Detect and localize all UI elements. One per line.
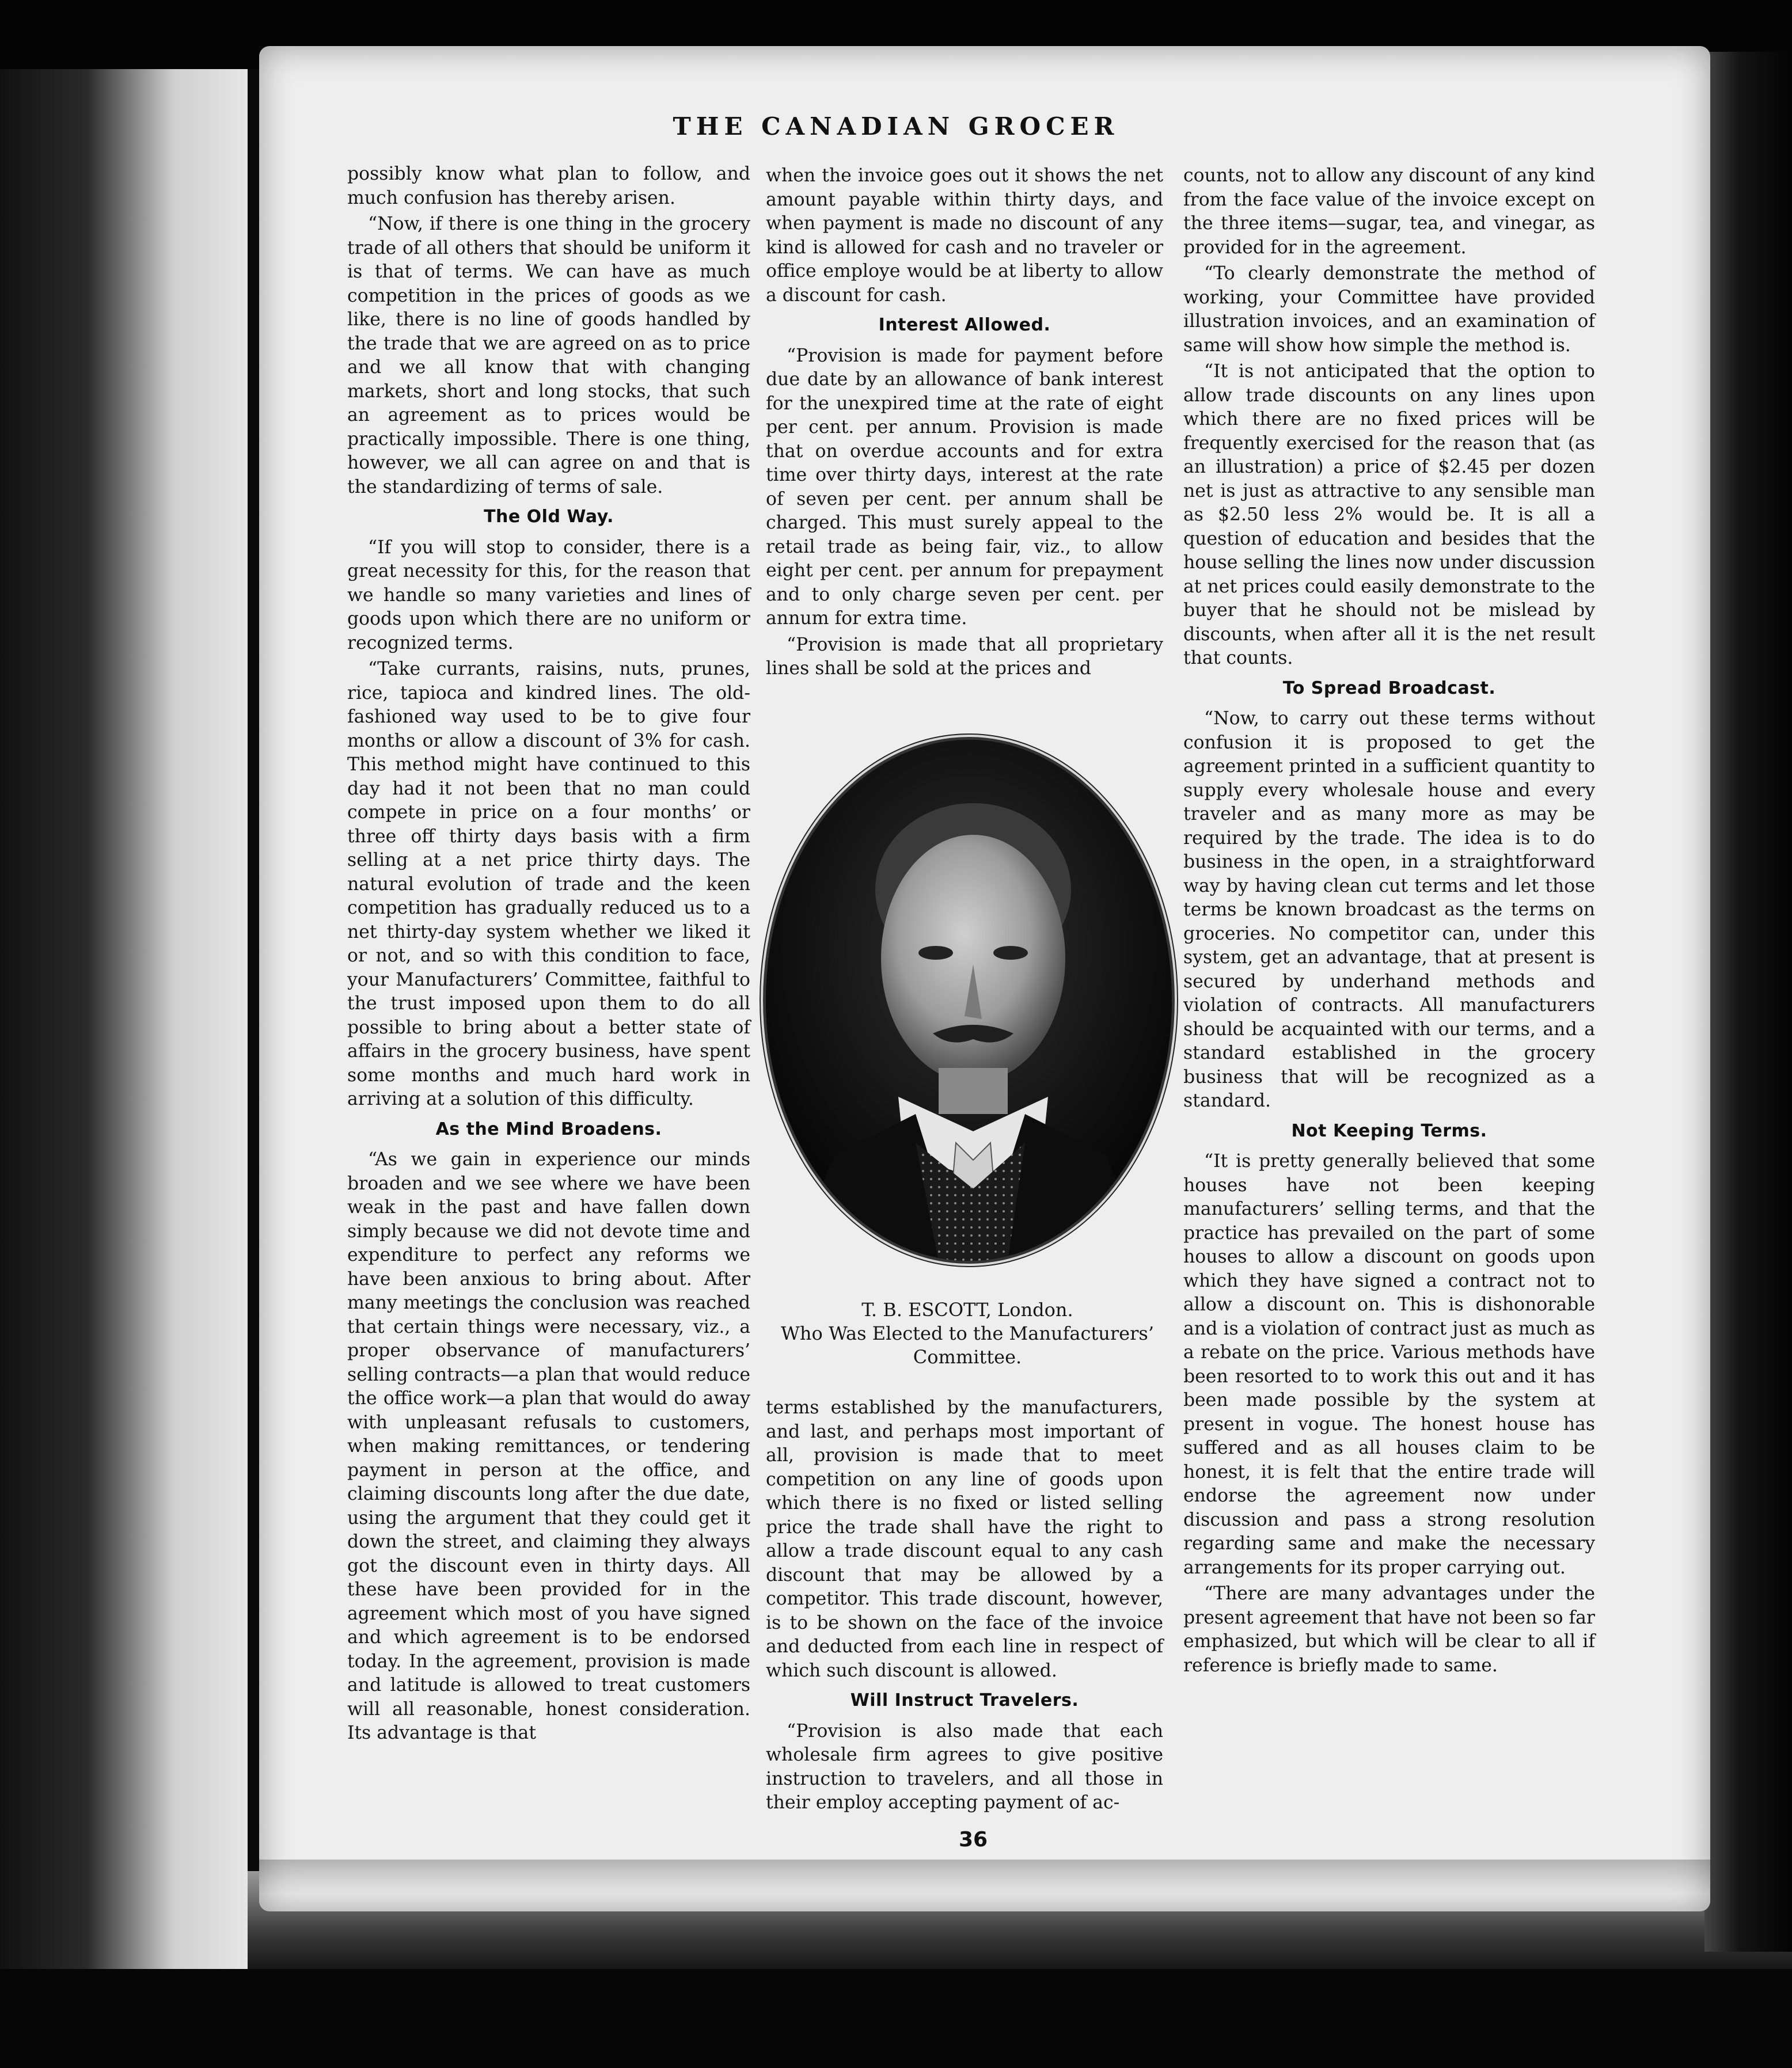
paragraph: possibly know what plan to follow, and much confusion has thereby arisen.: [347, 164, 750, 208]
paragraph: when the invoice goes out it shows the net amount payable within thirty days, and when payment is made no discount of any kind is allowed for cash and no traveler or office employe would be at liberty to allow a discount for cash.: [766, 165, 1163, 306]
subheading-old-way: The Old Way.: [484, 507, 614, 527]
paragraph: “To clearly demonstrate the method of working, your Committee have provided illustration invoices, and an examination of same will show how simple the method is.: [1183, 263, 1595, 356]
portrait-caption: [749, 1298, 1186, 1369]
scan-left-margin: [0, 69, 248, 1969]
paragraph: “It is not anticipated that the option to allow trade discounts on any lines upon which there are no fixed prices will be frequently exercised for the reason that (as an illustration) a price of $2.45 per dozen net is just as attractive to any sensible man as $2.50 less 2% would be. It is all a question of education and besides that the house selling the lines now under discussion at net prices could easily demonstrate to the buyer that he should not be mislead by discounts, when after all it is the net result that counts.: [1183, 361, 1595, 668]
paragraph: “Provision is also made that each wholesale firm agrees to give positive instruction to travelers, and all those in their employ accepting payment of ac-: [766, 1720, 1163, 1813]
paragraph: “There are many advantages under the present agreement that have not been so far emphasized, but which will be clear to all if reference is briefly made to same.: [1183, 1583, 1595, 1676]
paragraph: “Now, if there is one thing in the grocery trade of all others that should be uniform it is that of terms. We can have as much competition in the prices of goods as we like, there is no line of goods handled by the trade that we are agreed on as to price and we all know that with changing markets, short and long stocks, that such an agreement as to prices would be practically impossible. There is one thing, however, we all can agree on and that is the standardizing of terms of sale.: [347, 214, 750, 497]
paragraph: “Provision is made for payment before due date by an allowance of bank interest for the unexpired time at the rate of eight per cent. per annum. Provision is made that on overdue accounts and for extra time over thirty days, interest at the rate of seven per cent. per annum shall be charged. This must surely appeal to the retail trade as being fair, viz., to allow eight per cent. per annum for prepayment and to only charge seven per cent. per annum for extra time.: [766, 345, 1163, 629]
caption-name: T. B. ESCOTT, London.: [861, 1299, 1073, 1321]
article-column-2-bottom: [766, 1396, 1163, 1818]
article-column-1: [347, 162, 750, 1748]
running-head: THE CANADIAN GROCER: [673, 112, 1119, 140]
caption-description: Who Was Elected to the Manufacturers’ Committee.: [781, 1322, 1154, 1368]
article-column-3: [1183, 164, 1595, 1680]
page-bottom-shadow: [259, 1860, 1710, 1894]
portrait-illustration: [766, 740, 1172, 1261]
paragraph: “Provision is made that all proprietary lines shall be sold at the prices and: [766, 634, 1163, 679]
paragraph: “Now, to carry out these terms without confusion it is proposed to get the agreement printed in a sufficient quantity to supply every wholesale house and every traveler and as many more as may be required by the trade. The idea is to do business in the open, in a straightforward way by having clean cut terms and let those terms be known broadcast as the terms on groceries. No competitor can, under this system, get an advantage, that at present is secured by underhand methods and violation of contracts. All manufacturers should be acquainted with our terms, and a standard established in the grocery business that will be recognized as a standard.: [1183, 708, 1595, 1111]
scan-right-edge: [1704, 52, 1792, 1952]
portrait-photo: [766, 740, 1172, 1261]
paragraph: “As we gain in experience our minds broaden and we see where we have been weak in the past and have fallen down simply because we did not devote time and expenditure to perfect any reforms we have been anxious to bring about. After many meetings the conclusion was reached that certain things were necessary, viz., a proper observance of manufacturers’ selling contracts—a plan that would reduce the office work—a plan that would do away with unpleasant refusals to customers, when making remittances, or tendering payment in person at the office, and claiming discounts long after the due date, using the argument that they could get it down the street, and claiming they always got the discount even in thirty days. All these have been provided for in the agreement which most of you have signed and which agreement is to be endorsed today. In the agreement, provision is made and latitude is allowed to treat customers will all reasonable, honest consideration. Its advantage is that: [347, 1149, 750, 1743]
subheading-instruct-travelers: Will Instruct Travelers.: [850, 1690, 1079, 1710]
paragraph: “Take currants, raisins, nuts, prunes, rice, tapioca and kindred lines. The old-fashioned way used to be to give four months or allow a discount of 3% for cash. This method might have continued to this day had it not been that no man could compete in price on a four months’ or three off thirty days basis with a firm selling at a net price thirty days. The natural evolution of trade and the keen competition has gradually reduced us to a net thirty-day system whether we liked it or not, and so with this condition to face, your Manufacturers’ Committee, faithful to the trust imposed upon them to do all possible to bring about a better state of affairs in the grocery business, have spent some months and much hard work in arriving at a solution of this difficulty.: [347, 659, 750, 1109]
paragraph: counts, not to allow any discount of any kind from the face value of the invoice except on the three items—sugar, tea, and vinegar, as provided for in the agreement.: [1183, 165, 1595, 258]
subheading-mind-broadens: As the Mind Broadens.: [435, 1119, 662, 1139]
paragraph: “If you will stop to consider, there is a great necessity for this, for the reason that we handle so many varieties and lines of goods upon which there are no uniform or recognized terms.: [347, 537, 750, 653]
page-number: 36: [958, 1828, 988, 1852]
subheading-spread-broadcast: To Spread Broadcast.: [1282, 678, 1496, 698]
subheading-interest-allowed: Interest Allowed.: [878, 315, 1051, 335]
article-column-2-top: [766, 164, 1163, 683]
subheading-not-keeping-terms: Not Keeping Terms.: [1291, 1120, 1487, 1141]
paragraph: terms established by the manufacturers, and last, and perhaps most important of all, provision is made that to meet competition on any line of goods upon which there is no fixed or listed selling price the trade shall have the right to allow a trade discount equal to any cash discount that may be allowed by a competitor. This trade discount, however, is to be shown on the face of the invoice and deducted from each line in respect of which such discount is allowed.: [766, 1397, 1163, 1681]
scan-bottom-border: [0, 1969, 1792, 2068]
paragraph: “It is pretty generally believed that some houses have not been keeping manufacturers’ selling terms, and that the practice has prevailed on the part of some houses to allow a discount on goods upon which they have signed a contract not to allow a discount on. This is dishonorable and is a violation of contract just as much as a rebate on the price. Various methods have been resorted to to work this out and it has been made possible by the system at present in vogue. The honest house has suffered and as all houses claim to be honest, it is felt that the entire trade will endorse the agreement now under discussion and pass a strong resolution regarding same and make the necessary arrangements for its proper carrying out.: [1183, 1151, 1595, 1578]
